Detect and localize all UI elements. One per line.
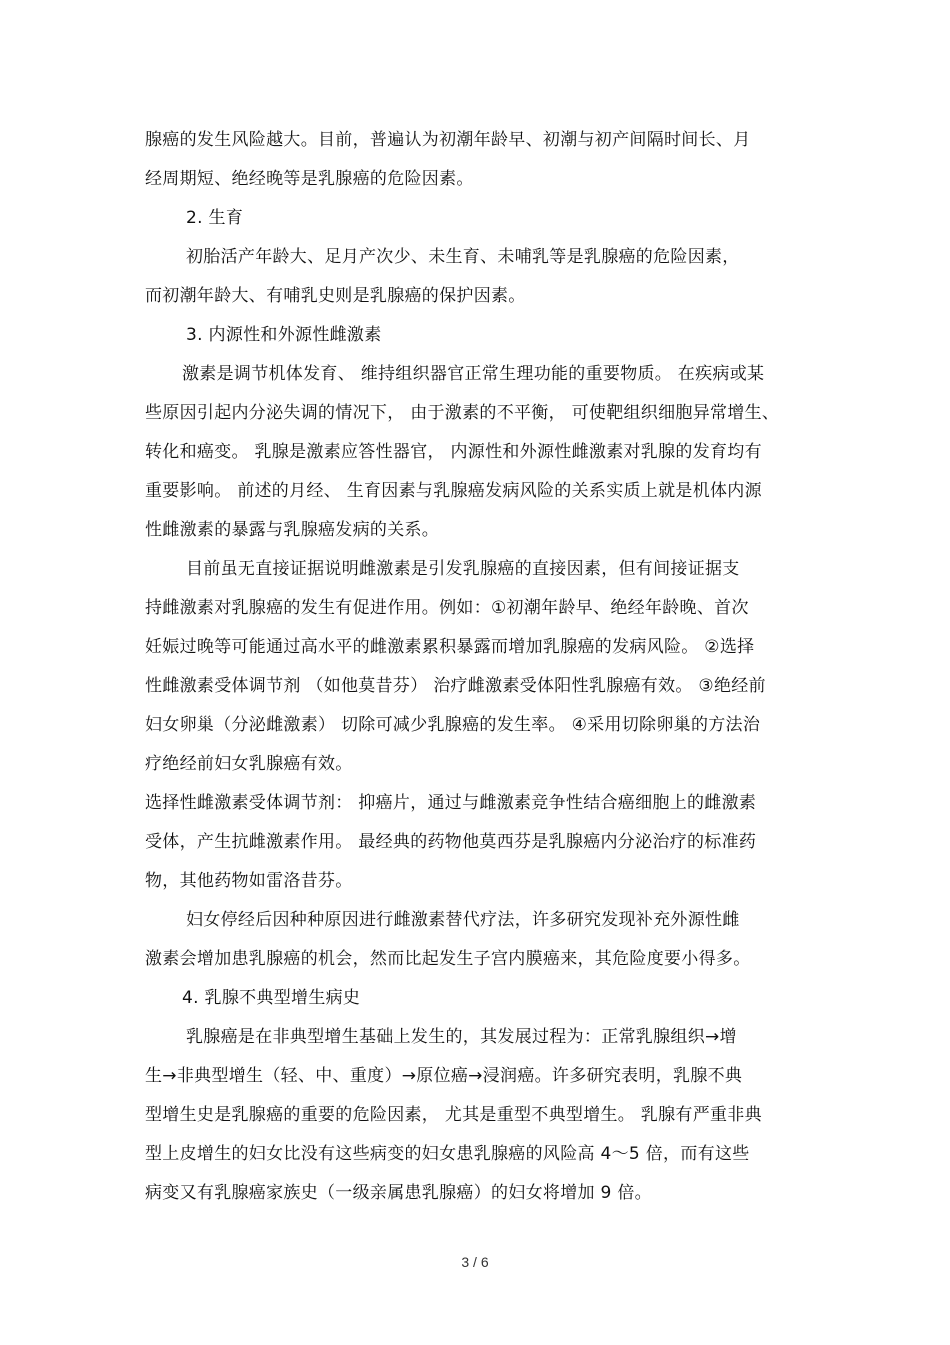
text-line: 生→非典型增生（轻、中、重度）→原位癌→浸润癌。许多研究表明，乳腺不典 [145,1066,743,1086]
text-line: 目前虽无直接证据说明雌激素是引发乳腺癌的直接因素，但有间接证据支 [186,559,740,579]
text-line: 激素是调节机体发育、 维持组织器官正常生理功能的重要物质。 在疾病或某 [182,364,765,384]
text-line: 病变又有乳腺癌家族史（一级亲属患乳腺癌）的妇女将增加 9 倍。 [145,1183,652,1203]
text-line: 妇女卵巢（分泌雌激素） 切除可减少乳腺癌的发生率。 ④采用切除卵巢的方法治 [145,715,761,735]
text-line: 选择性雌激素受体调节剂： 抑癌片，通过与雌激素竞争性结合癌细胞上的雌激素 [145,793,757,813]
text-line: 持雌激素对乳腺癌的发生有促进作用。例如：①初潮年龄早、绝经年龄晚、首次 [145,598,749,618]
text-line: 受体，产生抗雌激素作用。 最经典的药物他莫西芬是乳腺癌内分泌治疗的标准药 [145,832,757,852]
text-line: 些原因引起内分泌失调的情况下， 由于激素的不平衡， 可使靶组织细胞异常增生、 [145,403,780,423]
text-line: 经周期短、绝经晚等是乳腺癌的危险因素。 [145,169,474,189]
text-line: 性雌激素的暴露与乳腺癌发病的关系。 [145,520,440,540]
text-line: 型上皮增生的妇女比没有这些病变的妇女患乳腺癌的风险高 4～5 倍，而有这些 [145,1144,750,1164]
text-line: 妇女停经后因种种原因进行雌激素替代疗法，许多研究发现补充外源性雌 [186,910,740,930]
text-line: 重要影响。 前述的月经、 生育因素与乳腺癌发病风险的关系实质上就是机体内源 [145,481,762,501]
text-line: 性雌激素受体调节剂 （如他莫昔芬） 治疗雌激素受体阳性乳腺癌有效。 ③绝经前 [145,676,766,696]
text-line: 转化和癌变。 乳腺是激素应答性器官， 内源性和外源性雌激素对乳腺的发育均有 [145,442,762,462]
page-number: 3 / 6 [461,1254,489,1270]
text-line: 而初潮年龄大、有哺乳史则是乳腺癌的保护因素。 [145,286,526,306]
section-heading: 3. 内源性和外源性雌激素 [186,325,382,345]
text-line: 妊娠过晚等可能通过高水平的雌激素累积暴露而增加乳腺癌的发病风险。 ②选择 [145,637,755,657]
text-line: 疗绝经前妇女乳腺癌有效。 [145,754,353,774]
text-line: 乳腺癌是在非典型增生基础上发生的，其发展过程为：正常乳腺组织→增 [186,1027,737,1047]
section-heading: 2. 生育 [186,208,244,228]
text-line: 型增生史是乳腺癌的重要的危险因素， 尤其是重型不典型增生。 乳腺有严重非典 [145,1105,762,1125]
section-heading: 4. 乳腺不典型增生病史 [182,988,361,1008]
text-line: 物，其他药物如雷洛昔芬。 [145,871,353,891]
text-line: 激素会增加患乳腺癌的机会，然而比起发生子宫内膜癌来，其危险度要小得多。 [145,949,751,969]
text-line: 腺癌的发生风险越大。目前，普遍认为初潮年龄早、初潮与初产间隔时间长、月 [145,130,751,150]
text-line: 初胎活产年龄大、足月产次少、未生育、未哺乳等是乳腺癌的危险因素， [186,247,740,267]
